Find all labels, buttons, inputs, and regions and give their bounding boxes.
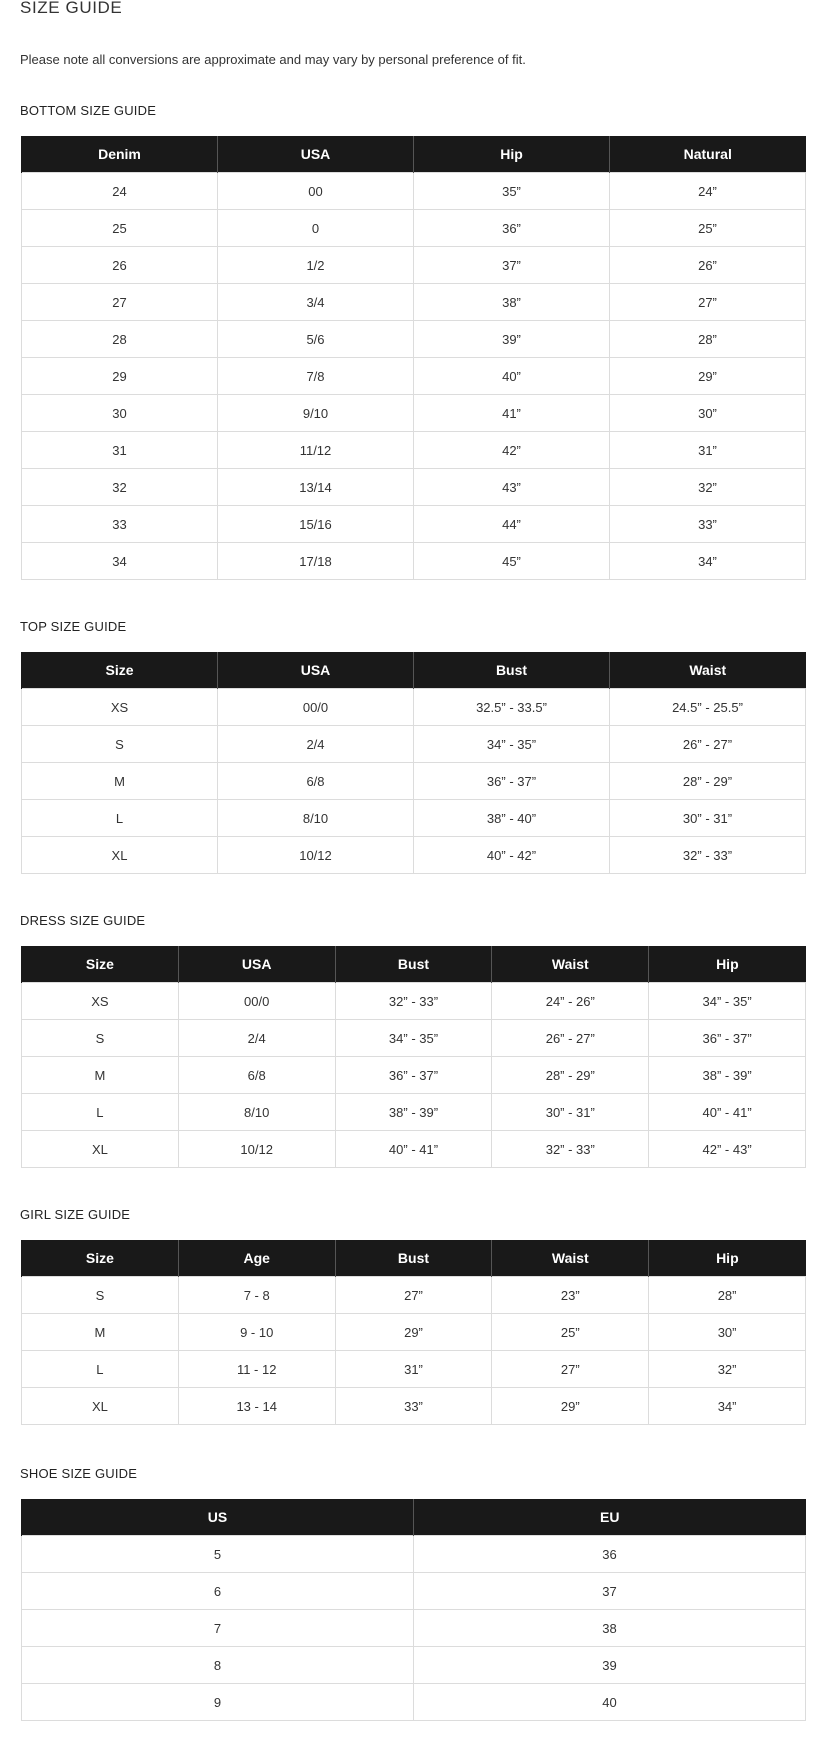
table-cell: 36” - 37”	[414, 763, 610, 800]
bottom-size-table	[21, 136, 806, 580]
column-header: Bust	[335, 1240, 492, 1277]
table-cell: 24	[22, 173, 218, 210]
girl-size-table	[21, 1240, 806, 1425]
table-cell: 10/12	[218, 837, 414, 874]
dress-size-guide-title: DRESS SIZE GUIDE	[20, 913, 146, 928]
table-header-row	[22, 1240, 806, 1277]
girl-size-guide-title: GIRL SIZE GUIDE	[20, 1207, 131, 1222]
table-cell: 25	[22, 210, 218, 247]
table-cell: 6/8	[178, 1057, 335, 1094]
table-cell: XS	[22, 983, 179, 1020]
table-cell: 24.5” - 25.5”	[610, 689, 806, 726]
table-cell: 30	[22, 395, 218, 432]
column-header: Bust	[335, 946, 492, 983]
table-header-row	[22, 946, 806, 983]
table-row	[22, 1094, 806, 1131]
table-cell: 29”	[610, 358, 806, 395]
table-cell: 10/12	[178, 1131, 335, 1168]
table-cell: 33	[22, 506, 218, 543]
table-cell: 33”	[335, 1388, 492, 1425]
table-cell: 40” - 42”	[414, 837, 610, 874]
table-cell: 36” - 37”	[649, 1020, 806, 1057]
table-cell: 15/16	[218, 506, 414, 543]
table-cell: 28	[22, 321, 218, 358]
column-header: Size	[22, 1240, 179, 1277]
table-cell: 25”	[492, 1314, 649, 1351]
table-cell: 27	[22, 284, 218, 321]
table-row	[22, 726, 806, 763]
table-header-row	[22, 1499, 806, 1536]
table-row	[22, 1277, 806, 1314]
table-row	[22, 469, 806, 506]
table-row	[22, 543, 806, 580]
table-row	[22, 395, 806, 432]
table-cell: S	[22, 726, 218, 763]
table-row	[22, 247, 806, 284]
column-header: USA	[218, 652, 414, 689]
table-cell: 26	[22, 247, 218, 284]
table-cell: 1/2	[218, 247, 414, 284]
shoe-size-table	[21, 1499, 806, 1721]
dress-size-table	[21, 946, 806, 1168]
table-row	[22, 210, 806, 247]
table-row	[22, 983, 806, 1020]
table-row	[22, 358, 806, 395]
table-row	[22, 837, 806, 874]
table-cell: 32” - 33”	[610, 837, 806, 874]
table-cell: 3/4	[218, 284, 414, 321]
column-header: Natural	[610, 136, 806, 173]
table-cell: 39”	[414, 321, 610, 358]
column-header: EU	[414, 1499, 806, 1536]
table-row	[22, 1684, 806, 1721]
page-title: SIZE GUIDE	[20, 0, 123, 17]
table-cell: 2/4	[178, 1020, 335, 1057]
table-row	[22, 1351, 806, 1388]
column-header: Waist	[610, 652, 806, 689]
table-cell: 28” - 29”	[492, 1057, 649, 1094]
table-cell: 37”	[414, 247, 610, 284]
table-cell: 28” - 29”	[610, 763, 806, 800]
table-cell: 38” - 40”	[414, 800, 610, 837]
table-cell: 17/18	[218, 543, 414, 580]
table-cell: 6	[22, 1573, 414, 1610]
column-header: Hip	[414, 136, 610, 173]
column-header: Denim	[22, 136, 218, 173]
table-cell: 34”	[649, 1388, 806, 1425]
table-cell: 9 - 10	[178, 1314, 335, 1351]
column-header: Size	[22, 652, 218, 689]
top-size-guide-title: TOP SIZE GUIDE	[20, 619, 127, 634]
table-cell: 34” - 35”	[335, 1020, 492, 1057]
table-cell: 0	[218, 210, 414, 247]
table-row	[22, 506, 806, 543]
table-cell: 9/10	[218, 395, 414, 432]
table-cell: 42”	[414, 432, 610, 469]
table-cell: L	[22, 1094, 179, 1131]
table-cell: 40”	[414, 358, 610, 395]
table-cell: 24” - 26”	[492, 983, 649, 1020]
table-row	[22, 1314, 806, 1351]
table-row	[22, 1131, 806, 1168]
table-cell: S	[22, 1277, 179, 1314]
table-cell: 36”	[414, 210, 610, 247]
table-cell: 11 - 12	[178, 1351, 335, 1388]
table-row	[22, 284, 806, 321]
table-cell: 34”	[610, 543, 806, 580]
table-row	[22, 1647, 806, 1684]
table-cell: 13 - 14	[178, 1388, 335, 1425]
column-header: Age	[178, 1240, 335, 1277]
table-row	[22, 321, 806, 358]
table-cell: 45”	[414, 543, 610, 580]
table-cell: 36” - 37”	[335, 1057, 492, 1094]
table-cell: 30” - 31”	[492, 1094, 649, 1131]
table-row	[22, 1536, 806, 1573]
table-cell: XL	[22, 1388, 179, 1425]
table-cell: 37	[414, 1573, 806, 1610]
table-cell: 34	[22, 543, 218, 580]
table-cell: 26” - 27”	[610, 726, 806, 763]
table-cell: 00/0	[178, 983, 335, 1020]
table-row	[22, 763, 806, 800]
table-cell: 38” - 39”	[649, 1057, 806, 1094]
table-cell: 40” - 41”	[649, 1094, 806, 1131]
column-header: Bust	[414, 652, 610, 689]
table-cell: 33”	[610, 506, 806, 543]
table-cell: 43”	[414, 469, 610, 506]
table-row	[22, 1020, 806, 1057]
table-cell: 32”	[649, 1351, 806, 1388]
table-cell: 24”	[610, 173, 806, 210]
table-cell: 38	[414, 1610, 806, 1647]
table-cell: 25”	[610, 210, 806, 247]
table-cell: 32”	[610, 469, 806, 506]
table-cell: 40” - 41”	[335, 1131, 492, 1168]
table-row	[22, 1573, 806, 1610]
table-cell: 31	[22, 432, 218, 469]
table-cell: 32	[22, 469, 218, 506]
column-header: Waist	[492, 1240, 649, 1277]
table-cell: 8/10	[178, 1094, 335, 1131]
table-cell: M	[22, 1314, 179, 1351]
column-header: Size	[22, 946, 179, 983]
table-row	[22, 1057, 806, 1094]
table-cell: 23”	[492, 1277, 649, 1314]
table-cell: 26”	[610, 247, 806, 284]
table-cell: 7 - 8	[178, 1277, 335, 1314]
table-cell: 29	[22, 358, 218, 395]
table-cell: 32.5” - 33.5”	[414, 689, 610, 726]
table-cell: 5	[22, 1536, 414, 1573]
table-cell: XL	[22, 1131, 179, 1168]
table-cell: 00/0	[218, 689, 414, 726]
column-header: Waist	[492, 946, 649, 983]
table-cell: 27”	[492, 1351, 649, 1388]
table-cell: 6/8	[218, 763, 414, 800]
table-cell: 8/10	[218, 800, 414, 837]
table-cell: L	[22, 1351, 179, 1388]
column-header: Hip	[649, 1240, 806, 1277]
column-header: USA	[218, 136, 414, 173]
top-size-table	[21, 652, 806, 874]
table-cell: 29”	[335, 1314, 492, 1351]
table-row	[22, 1388, 806, 1425]
table-cell: 31”	[335, 1351, 492, 1388]
table-row	[22, 1610, 806, 1647]
table-cell: 00	[218, 173, 414, 210]
table-cell: 7	[22, 1610, 414, 1647]
column-header: Hip	[649, 946, 806, 983]
column-header: US	[22, 1499, 414, 1536]
column-header: USA	[178, 946, 335, 983]
table-cell: 35”	[414, 173, 610, 210]
table-cell: L	[22, 800, 218, 837]
table-cell: 13/14	[218, 469, 414, 506]
table-row	[22, 432, 806, 469]
table-cell: XS	[22, 689, 218, 726]
table-cell: 9	[22, 1684, 414, 1721]
table-cell: 7/8	[218, 358, 414, 395]
table-cell: 8	[22, 1647, 414, 1684]
table-cell: 2/4	[218, 726, 414, 763]
table-row	[22, 173, 806, 210]
table-cell: 26” - 27”	[492, 1020, 649, 1057]
table-cell: 39	[414, 1647, 806, 1684]
table-cell: 42” - 43”	[649, 1131, 806, 1168]
table-row	[22, 689, 806, 726]
table-cell: 30”	[649, 1314, 806, 1351]
table-cell: M	[22, 1057, 179, 1094]
table-cell: 30”	[610, 395, 806, 432]
table-cell: 5/6	[218, 321, 414, 358]
table-cell: 44”	[414, 506, 610, 543]
table-cell: 28”	[649, 1277, 806, 1314]
shoe-size-guide-title: SHOE SIZE GUIDE	[20, 1466, 138, 1481]
table-header-row	[22, 652, 806, 689]
table-cell: M	[22, 763, 218, 800]
table-cell: 32” - 33”	[335, 983, 492, 1020]
table-cell: 34” - 35”	[649, 983, 806, 1020]
table-cell: 28”	[610, 321, 806, 358]
table-cell: S	[22, 1020, 179, 1057]
table-cell: 11/12	[218, 432, 414, 469]
table-cell: 31”	[610, 432, 806, 469]
bottom-size-guide-title: BOTTOM SIZE GUIDE	[20, 103, 157, 118]
table-header-row	[22, 136, 806, 173]
table-cell: 38”	[414, 284, 610, 321]
fit-disclaimer: Please note all conversions are approximate and may vary by personal preference of fit.	[20, 52, 526, 67]
table-cell: XL	[22, 837, 218, 874]
table-cell: 32” - 33”	[492, 1131, 649, 1168]
table-cell: 27”	[610, 284, 806, 321]
table-cell: 38” - 39”	[335, 1094, 492, 1131]
table-cell: 36	[414, 1536, 806, 1573]
table-row	[22, 800, 806, 837]
table-cell: 40	[414, 1684, 806, 1721]
table-cell: 27”	[335, 1277, 492, 1314]
table-cell: 30” - 31”	[610, 800, 806, 837]
table-cell: 29”	[492, 1388, 649, 1425]
table-cell: 34” - 35”	[414, 726, 610, 763]
table-cell: 41”	[414, 395, 610, 432]
